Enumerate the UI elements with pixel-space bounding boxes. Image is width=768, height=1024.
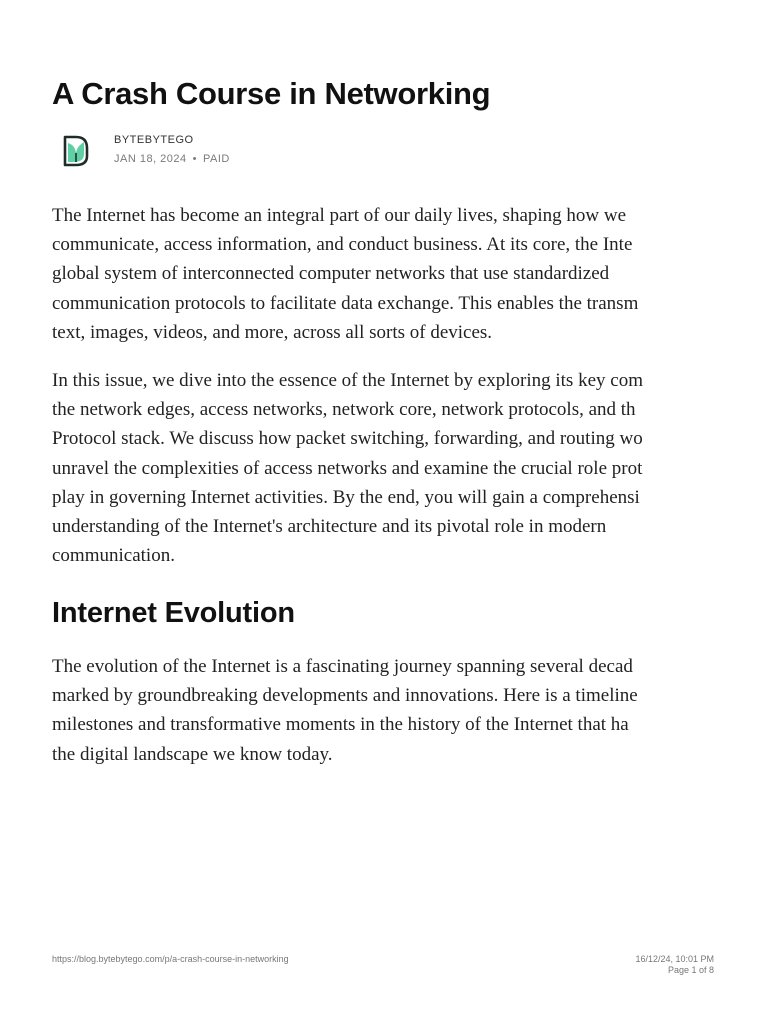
text-line: The Internet has become an integral part of our daily lives, shaping how we: [52, 205, 627, 226]
bytebytego-logo-icon[interactable]: [62, 134, 90, 168]
author-name[interactable]: BYTEBYTEGO: [114, 134, 194, 146]
text-line: milestones and transformative moments in the history of the Internet that ha: [52, 714, 629, 736]
byline: [52, 130, 552, 174]
section-heading: Internet Evolution: [52, 597, 295, 629]
text-line: Protocol stack. We discuss how packet switching, forwarding, and routing wo: [52, 428, 643, 450]
text-line: the network edges, access networks, network core, network protocols, and th: [52, 399, 636, 421]
post-meta: [114, 153, 230, 165]
issue-summary-paragraph: [52, 366, 643, 570]
text-line: understanding of the Internet's architecture and its pivotal role in modern: [52, 516, 607, 538]
text-line: global system of interconnected computer networks that use standardized: [52, 263, 610, 285]
post-title: A Crash Course in Networking: [52, 76, 491, 111]
access-badge: PAID: [203, 153, 230, 165]
text-line: communication.: [52, 545, 175, 567]
text-line: the digital landscape we know today.: [52, 743, 333, 765]
text-line: In this issue, we dive into the essence of the Internet by exploring its key com: [52, 370, 643, 391]
text-line: communication protocols to facilitate data exchange. This enables the transm: [52, 292, 639, 314]
article: [52, 0, 768, 960]
page-number: Page 1 of 8: [667, 965, 714, 975]
footer-info: [635, 954, 714, 976]
post-date: JAN 18, 2024: [114, 153, 187, 165]
text-line: marked by groundbreaking developments and innovations. Here is a timeline: [52, 685, 638, 707]
text-line: unravel the complexities of access networks and examine the crucial role prot: [52, 457, 643, 479]
text-line: text, images, videos, and more, across all sorts of devices.: [52, 321, 493, 343]
meta-separator: •: [192, 153, 198, 165]
print-timestamp: 16/12/24, 10:01 PM: [635, 954, 714, 964]
intro-paragraph: [52, 201, 638, 347]
text-line: The evolution of the Internet is a fascinating journey spanning several decad: [52, 656, 633, 677]
footer-url: https://blog.bytebytego.com/p/a-crash-course-in-networking: [52, 954, 289, 964]
text-line: play in governing Internet activities. By the end, you will gain a comprehensi: [52, 486, 640, 508]
text-line: communicate, access information, and conduct business. At its core, the Inte: [52, 234, 633, 256]
section-paragraph: [52, 652, 638, 769]
